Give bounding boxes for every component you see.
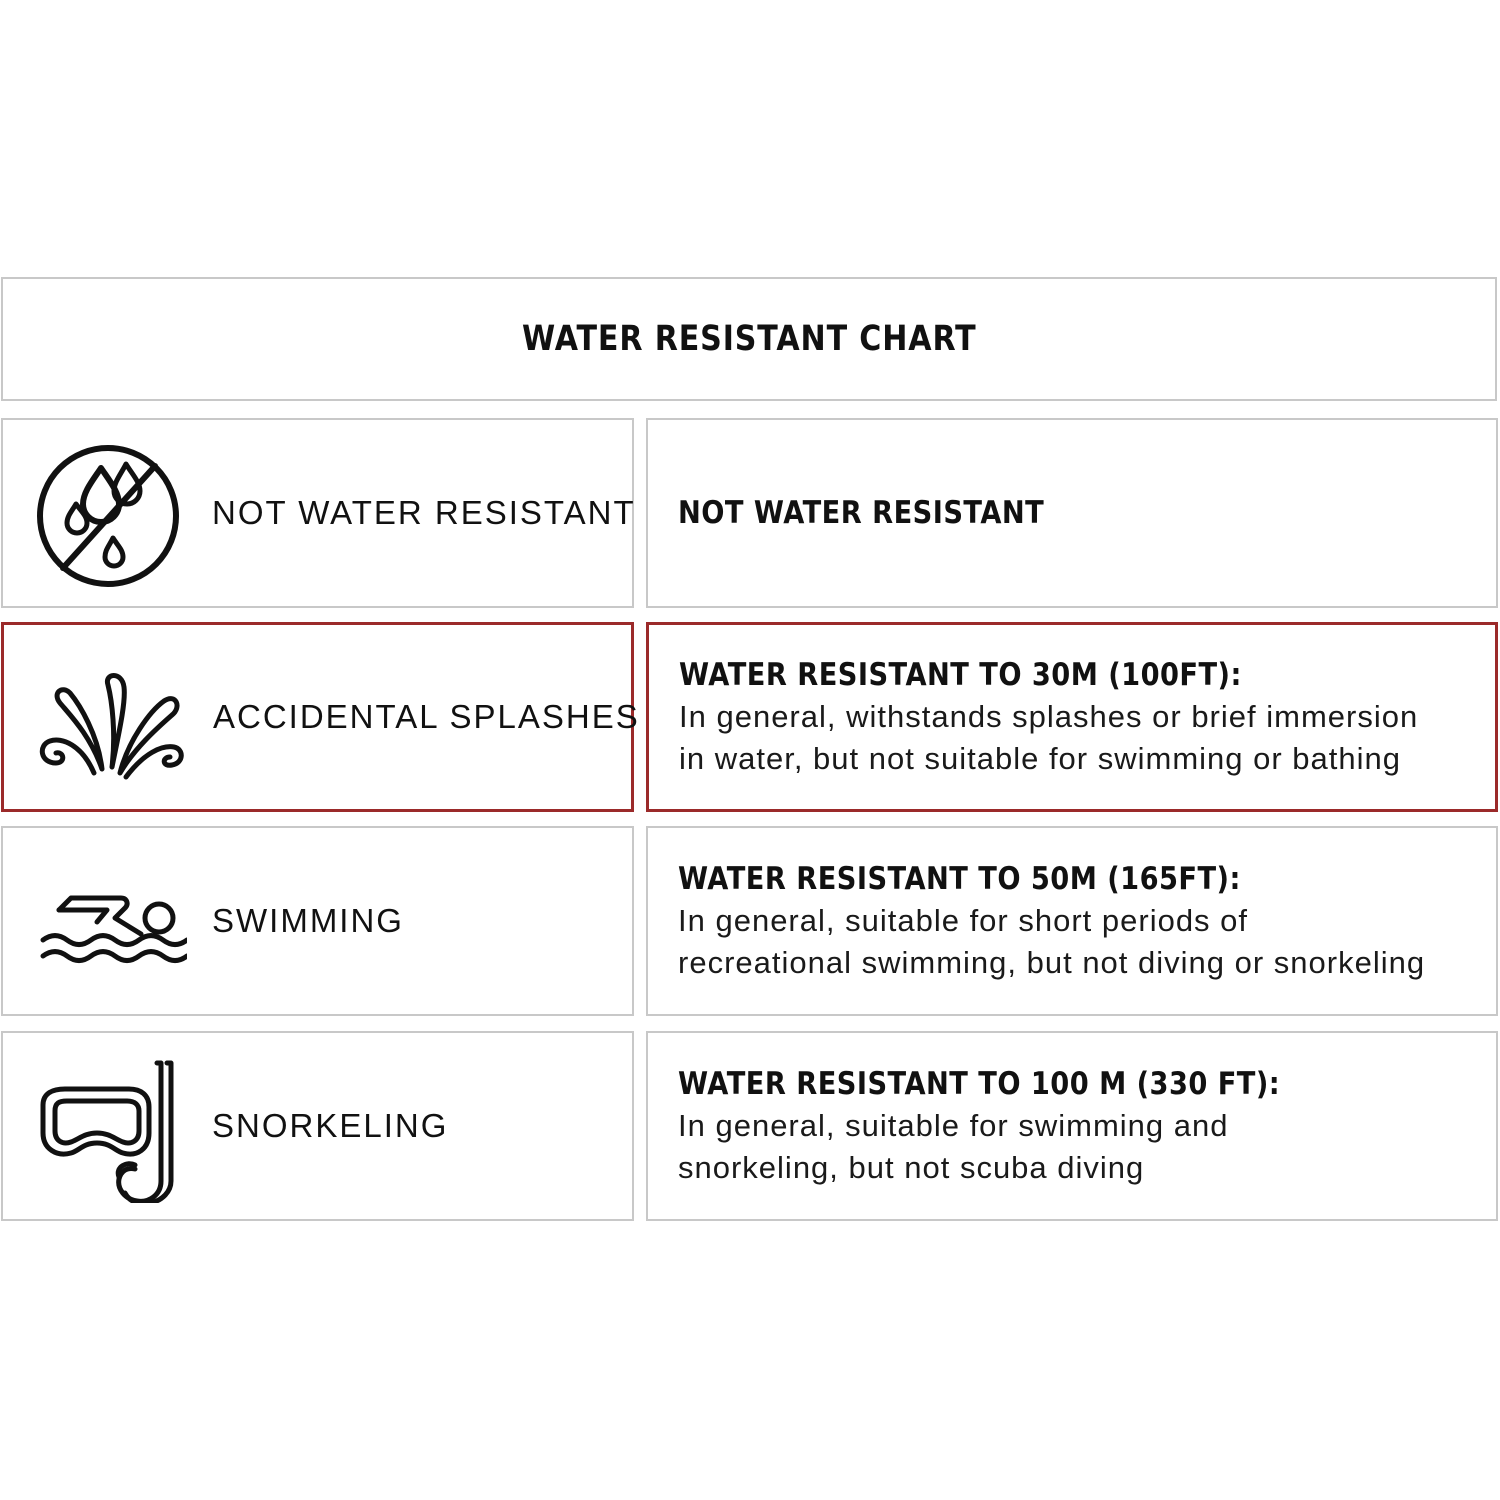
description-cell-50m: [646, 826, 1498, 1016]
description-line-1: In general, suitable for short periods of: [678, 903, 1249, 938]
description-heading: WATER RESISTANT TO 50M (165FT):: [678, 861, 1241, 897]
description-line-2: snorkeling, but not scuba diving: [678, 1150, 1145, 1185]
snorkel-mask-icon: [31, 1053, 187, 1203]
no-water-drops-icon: [31, 440, 187, 590]
chart-title-box: [1, 277, 1497, 401]
category-cell-swimming: [1, 826, 634, 1016]
category-cell-accidental-splashes: [1, 622, 640, 812]
description-cell-100m: [646, 1031, 1498, 1221]
category-cell-not-water-resistant: [1, 418, 634, 608]
chart-title: WATER RESISTANT CHART: [521, 319, 977, 359]
category-label: NOT WATER RESISTANT: [212, 494, 636, 531]
category-label: SWIMMING: [212, 902, 404, 939]
description-heading: NOT WATER RESISTANT: [678, 495, 1045, 531]
swimmer-icon: [31, 848, 187, 998]
description-line-2: recreational swimming, but not diving or snorkeling: [678, 945, 1426, 980]
category-label: ACCIDENTAL SPLASHES: [213, 698, 640, 735]
splash-icon: [32, 645, 188, 795]
category-cell-snorkeling: [1, 1031, 634, 1221]
description-line-2: in water, but not suitable for swimming or bathing: [679, 741, 1402, 776]
description-heading: WATER RESISTANT TO 100 M (330 FT):: [678, 1066, 1281, 1102]
description-cell-30m: [646, 622, 1498, 812]
description-line-1: In general, suitable for swimming and: [678, 1108, 1229, 1143]
description-heading: WATER RESISTANT TO 30M (100FT):: [679, 657, 1242, 693]
description-line-1: In general, withstands splashes or brief immersion: [679, 699, 1419, 734]
category-label: SNORKELING: [212, 1107, 449, 1144]
description-cell-not-water-resistant: [646, 418, 1498, 608]
